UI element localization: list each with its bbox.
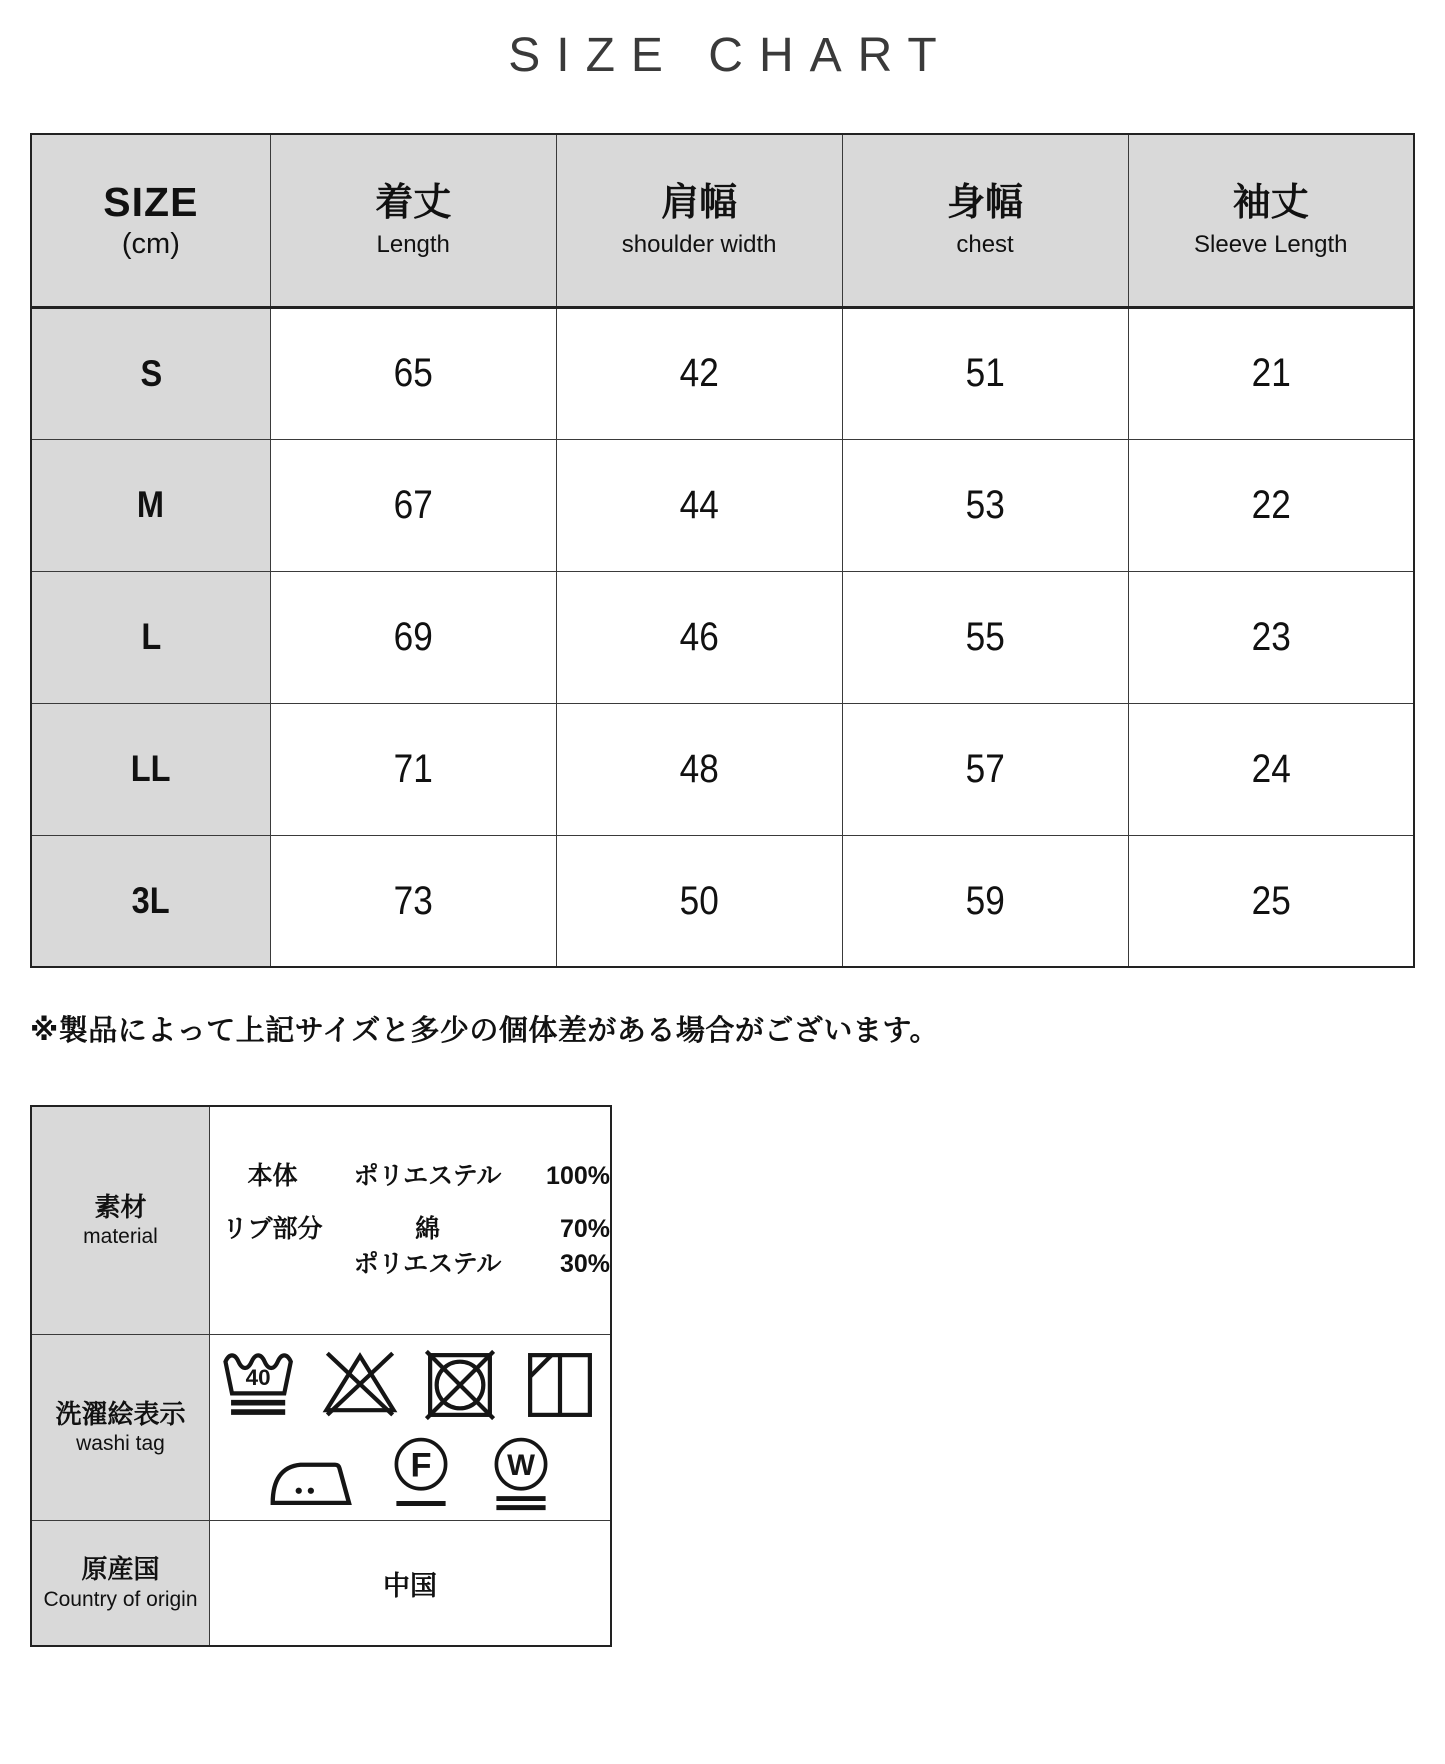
cell-ll-chest: 57 (842, 703, 1128, 835)
size-chart-page (0, 30, 1445, 1647)
material-content-cell (210, 1106, 612, 1334)
care-label-jp: 洗濯絵表示 (55, 1398, 186, 1429)
svg-text:40: 40 (245, 1365, 271, 1391)
wet-clean-W-very-gentle-icon (484, 1433, 558, 1515)
origin-value-cell: 中国 (210, 1520, 612, 1646)
cell-l-length: 69 (270, 571, 556, 703)
material-row-rib-2 (210, 1247, 610, 1282)
svg-text:F: F (410, 1446, 432, 1485)
cell-s-chest: 51 (842, 307, 1128, 439)
care-icons-cell (210, 1334, 612, 1520)
size-label: S (140, 352, 162, 394)
size-row-m-label-cell (31, 439, 270, 571)
wash-40-very-gentle-icon (218, 1343, 302, 1427)
column-header-shoulder-en: shoulder width (621, 230, 777, 258)
line-dry-in-shade-icon (518, 1343, 602, 1427)
cell-m-sleeve: 22 (1128, 439, 1414, 571)
cell-3l-shoulder: 50 (556, 835, 842, 967)
size-label: 3L (131, 880, 170, 922)
care-label-en: washi tag (76, 1431, 165, 1455)
dry-clean-F-gentle-icon (384, 1433, 458, 1515)
column-header-shoulder-width (556, 134, 842, 308)
size-chart-table (30, 133, 1415, 969)
size-label: LL (130, 748, 171, 790)
size-row-ll-label-cell (31, 703, 270, 835)
page-title: SIZE CHART (508, 29, 953, 82)
cell-m-shoulder: 44 (556, 439, 842, 571)
column-header-length-en: Length (376, 230, 450, 258)
cell-s-sleeve: 21 (1128, 307, 1414, 439)
size-header-label: SIZE (103, 179, 199, 226)
size-label: M (137, 484, 165, 526)
material-part: リブ部分 (222, 1215, 323, 1244)
column-header-sleeve-jp: 袖丈 (1232, 181, 1309, 224)
material-percent: 70% (559, 1215, 610, 1244)
cell-s-length: 65 (270, 307, 556, 439)
column-header-sleeve-en: Sleeve Length (1194, 230, 1348, 258)
care-icon-row-bottom (210, 1433, 610, 1515)
column-header-length (270, 134, 556, 308)
size-row-3l-label-cell (31, 835, 270, 967)
cell-m-length: 67 (270, 439, 556, 571)
material-fabric: 綿 (414, 1215, 440, 1244)
cell-l-chest: 55 (842, 571, 1128, 703)
cell-3l-length: 73 (270, 835, 556, 967)
iron-two-dots-icon (262, 1437, 358, 1515)
care-row (31, 1334, 611, 1520)
svg-text:W: W (507, 1449, 535, 1483)
column-header-length-jp: 着丈 (375, 181, 452, 224)
material-label-cell (31, 1106, 210, 1334)
do-not-bleach-icon (318, 1343, 402, 1427)
material-fabric: ポリエステル (353, 1250, 502, 1279)
origin-label-en: Country of origin (43, 1587, 198, 1611)
cell-3l-chest: 59 (842, 835, 1128, 967)
size-header-cell (31, 134, 270, 308)
material-row-rib-1 (210, 1212, 610, 1247)
size-unit-label: (cm) (121, 228, 180, 261)
cell-l-shoulder: 46 (556, 571, 842, 703)
size-label: L (140, 616, 161, 658)
origin-label-cell (31, 1520, 210, 1646)
material-fabric: ポリエステル (353, 1162, 502, 1191)
material-part: 本体 (247, 1162, 298, 1191)
cell-ll-length: 71 (270, 703, 556, 835)
material-percent: 100% (546, 1162, 610, 1191)
cell-m-chest: 53 (842, 439, 1128, 571)
cell-l-sleeve: 23 (1128, 571, 1414, 703)
material-percent: 30% (559, 1250, 610, 1279)
size-table-header-row (31, 134, 1414, 308)
cell-ll-shoulder: 48 (556, 703, 842, 835)
column-header-sleeve-length (1128, 134, 1414, 308)
size-row-s (31, 307, 1414, 439)
origin-row (31, 1520, 611, 1646)
size-row-l-label-cell (31, 571, 270, 703)
material-label-en: material (83, 1225, 158, 1249)
cell-s-shoulder: 42 (556, 307, 842, 439)
size-row-m (31, 439, 1414, 571)
material-row (31, 1106, 611, 1334)
size-row-l (31, 571, 1414, 703)
column-header-shoulder-jp: 肩幅 (661, 181, 738, 224)
size-row-3l (31, 835, 1414, 967)
column-header-chest-en: chest (956, 230, 1014, 258)
product-info-table (30, 1105, 612, 1647)
cell-3l-sleeve: 25 (1128, 835, 1414, 967)
care-label-cell (31, 1334, 210, 1520)
column-header-chest (842, 134, 1128, 308)
size-row-s-label-cell (31, 307, 270, 439)
do-not-tumble-dry-icon (418, 1343, 502, 1427)
size-variation-note: ※製品によって上記サイズと多少の個体差がある場合がございます。 (30, 1015, 940, 1048)
column-header-chest-jp: 身幅 (947, 181, 1024, 224)
origin-label-jp: 原産国 (81, 1554, 160, 1585)
material-row-body (210, 1159, 610, 1194)
material-label-jp: 素材 (94, 1191, 147, 1222)
size-row-ll (31, 703, 1414, 835)
care-icon-row-top (210, 1343, 610, 1427)
cell-ll-sleeve: 24 (1128, 703, 1414, 835)
